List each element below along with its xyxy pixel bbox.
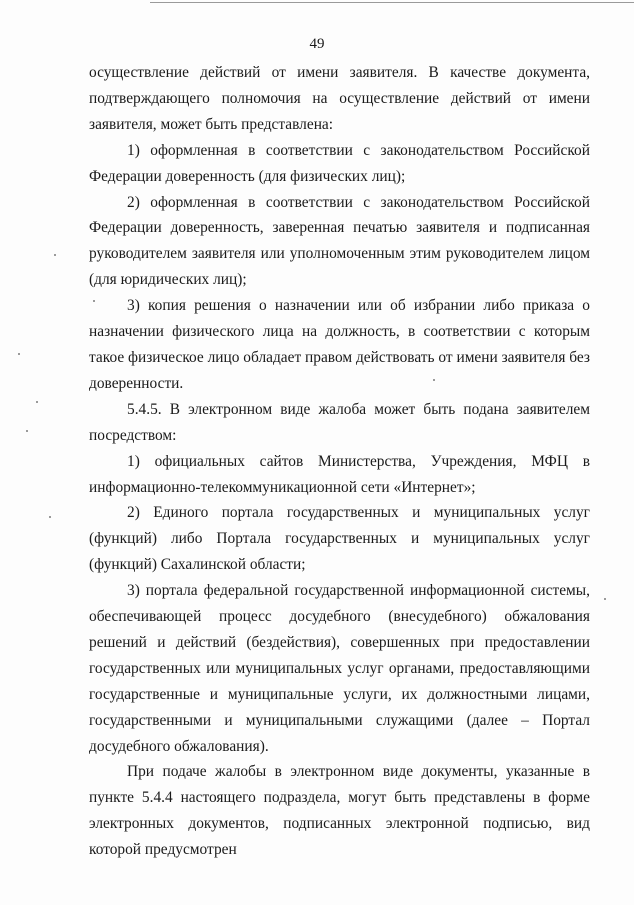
scan-edge-line [150,2,634,3]
paragraph-4: 3) копия решения о назначении или об избрании либо приказа о назначении физического лица на должность, в соответствии с которым такое физическое лицо обладает правом действовать от имени заявителя без доверенности. [89,297,590,392]
paragraph-9: При подаче жалобы в электронном виде документы, указанные в пункте 5.4.4 настоящего подраздела, могут быть представлены в форме электронных документов, подписанных электронной подписью, вид которой предусмотрен [89,763,590,859]
scan-speck [36,401,38,403]
scan-speck [49,516,51,518]
paragraph-5: 5.4.5. В электронном виде жалоба может быть подана заявителем посредством: [89,400,590,444]
paragraph-7: 2) Единого портала государственных и муниципальных услуг (функций) либо Портала государственных и муниципальных услуг (функций) Сахалинской области; [89,504,590,574]
scan-speck [604,598,606,600]
paragraph-6: 1) официальных сайтов Министерства, Учреждения, МФЦ в информационно-телекоммуникационной сети «Интернет»; [89,452,590,496]
paragraph-8: 3) портала федеральной государственной информационной системы, обеспечивающей процесс досудебного (внесудебного) обжалования решений и действий (бездействия), совершенных при предоставлении государственных или муниципальных услуг органами, предоставляющими государственные и муниципальные услуги, их должностными лицами, государственными и муниципальными служащими (далее – Портал досудебного обжалования). [89,582,590,755]
paragraph-3: 2) оформленная в соответствии с законодательством Российской Федерации доверенность, заверенная печатью заявителя и подписанная руководителем заявителя или уполномоченным этим руководителем лицом (для юридических лиц); [89,193,590,289]
paragraph-2: 1) оформленная в соответствии с законодательством Российской Федерации доверенность (для физических лиц); [89,141,590,185]
scan-speck [54,254,56,256]
page-number: 49 [309,36,325,52]
scan-speck [18,353,20,355]
scan-speck [433,379,435,381]
paragraph-1: осуществление действий от имени заявителя. В качестве документа, подтверждающего полномочия на осуществление действий от имени заявителя, может быть представлена: [89,64,590,133]
scan-speck [26,430,28,432]
scan-speck [93,300,95,302]
body-text [89,60,590,863]
